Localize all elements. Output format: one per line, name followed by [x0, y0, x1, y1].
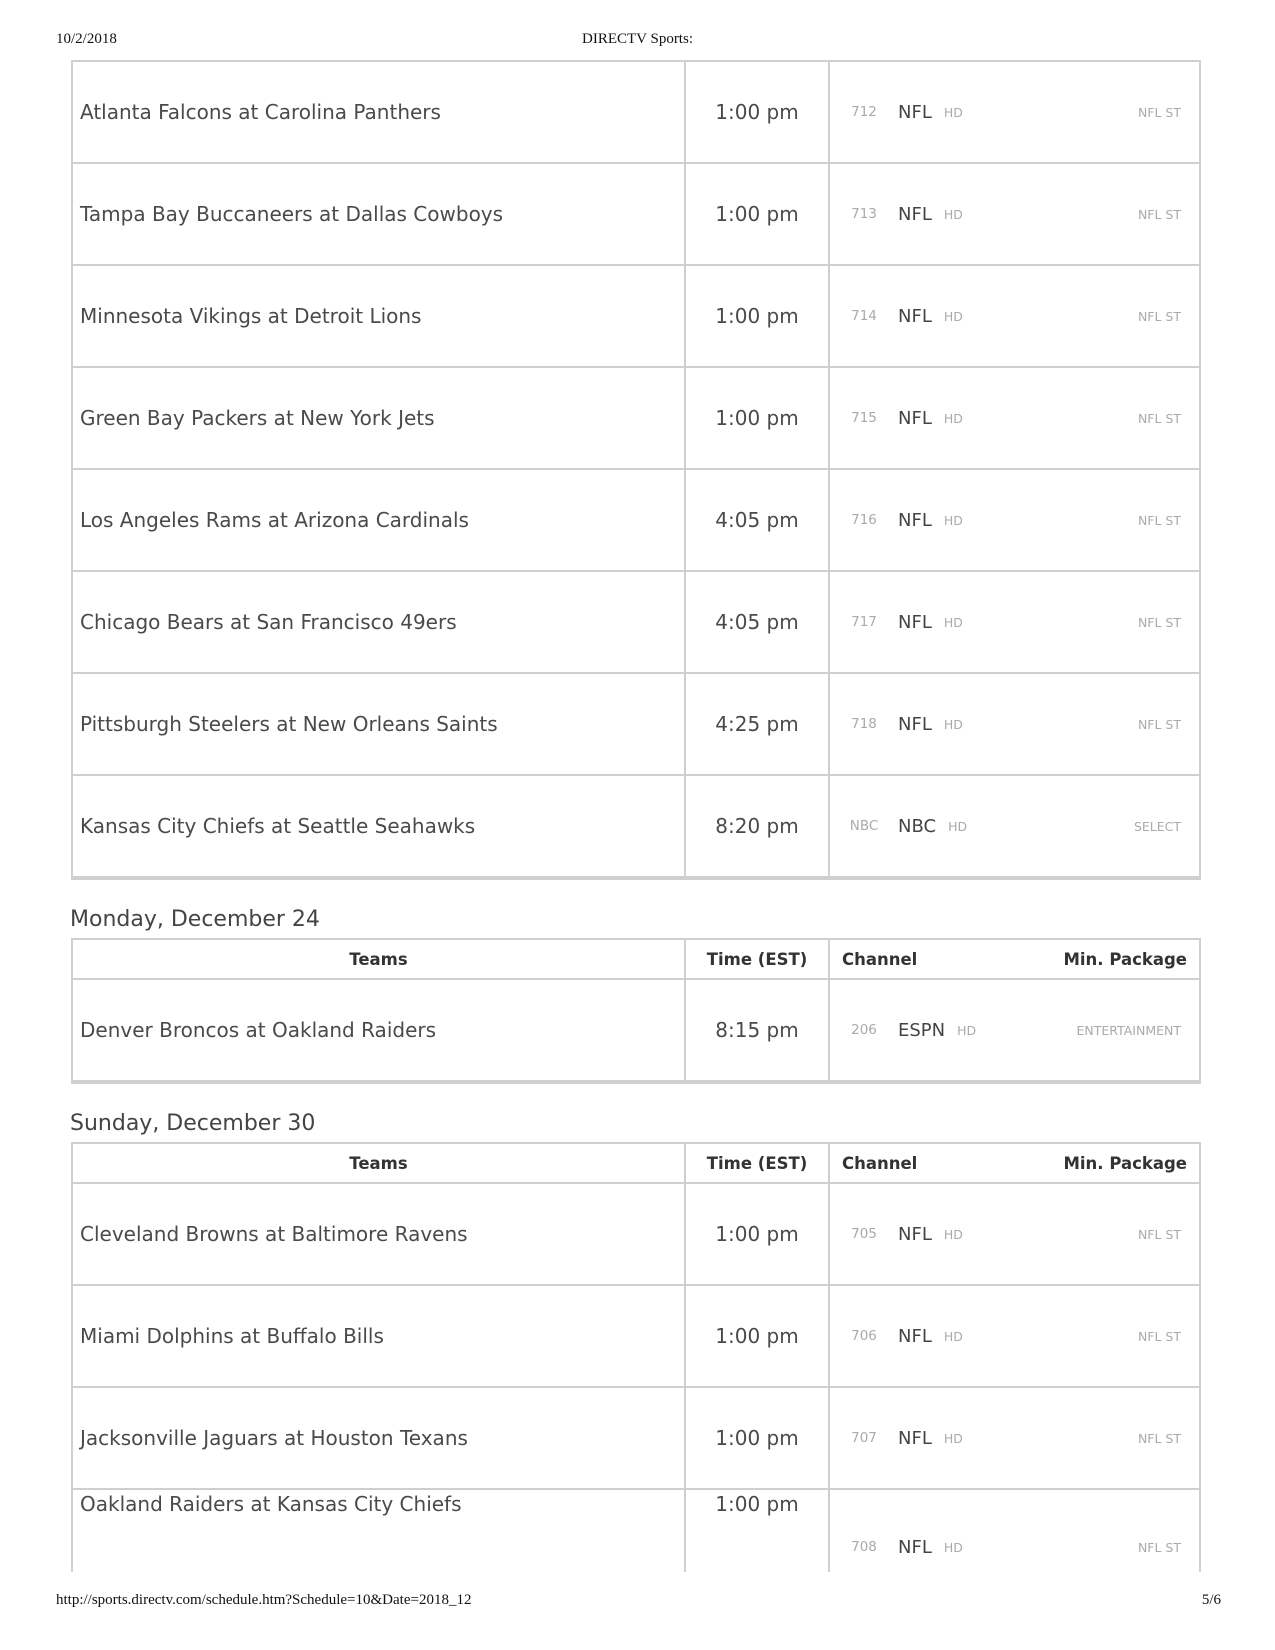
hd-badge: HD	[943, 716, 963, 732]
header-channel: Channel	[842, 1153, 918, 1173]
channel-name: NFL	[898, 713, 932, 735]
cell-teams	[73, 1388, 686, 1488]
schedule-table-dec24	[71, 938, 1201, 1084]
cell-time	[686, 776, 830, 876]
cell-teams	[73, 572, 686, 672]
table-header	[73, 938, 1199, 980]
table-row	[73, 572, 1199, 674]
matchup-link[interactable]: Miami Dolphins at Buffalo Bills	[80, 1324, 384, 1348]
cell-channel	[830, 1490, 1199, 1572]
game-time: 1:00 pm	[715, 1426, 799, 1450]
hd-badge: HD	[943, 1539, 963, 1555]
hd-badge: HD	[943, 1226, 963, 1242]
cell-time	[686, 1184, 830, 1284]
min-package: NFL ST	[1137, 206, 1181, 222]
channel-info[interactable]	[830, 62, 1199, 162]
channel-info[interactable]	[830, 470, 1199, 570]
cell-time	[686, 1286, 830, 1386]
print-page-title: DIRECTV Sports:	[582, 31, 693, 47]
matchup-link[interactable]: Minnesota Vikings at Detroit Lions	[80, 304, 422, 328]
matchup-link[interactable]: Green Bay Packers at New York Jets	[80, 406, 435, 430]
game-time: 1:00 pm	[715, 202, 799, 226]
channel-number: 206	[851, 1022, 877, 1038]
min-package: NFL ST	[1137, 1430, 1181, 1446]
cell-teams	[73, 470, 686, 570]
channel-number: 707	[851, 1430, 877, 1446]
matchup-link[interactable]: Los Angeles Rams at Arizona Cardinals	[80, 508, 469, 532]
min-package: NFL ST	[1137, 410, 1181, 426]
channel-info[interactable]	[830, 572, 1199, 672]
hd-badge: HD	[943, 512, 963, 528]
cell-time	[686, 1490, 830, 1572]
channel-info[interactable]	[830, 980, 1199, 1080]
game-time: 1:00 pm	[715, 406, 799, 430]
table-row	[73, 776, 1199, 878]
cell-channel	[830, 1388, 1199, 1488]
channel-info[interactable]	[830, 266, 1199, 366]
channel-info[interactable]	[830, 368, 1199, 468]
table-row	[73, 1184, 1199, 1286]
min-package: NFL ST	[1137, 512, 1181, 528]
cell-channel	[830, 164, 1199, 264]
channel-name: ESPN	[898, 1019, 946, 1041]
matchup-link[interactable]: Pittsburgh Steelers at New Orleans Saints	[80, 712, 498, 736]
header-channel-package	[830, 1144, 1199, 1182]
channel-info[interactable]	[830, 1286, 1199, 1386]
cell-teams	[73, 266, 686, 366]
channel-info[interactable]	[830, 674, 1199, 774]
table-row	[73, 470, 1199, 572]
channel-number: 713	[851, 206, 877, 222]
channel-number: NBC	[849, 818, 879, 834]
min-package: NFL ST	[1137, 1226, 1181, 1242]
channel-number: 705	[851, 1226, 877, 1242]
cell-teams	[73, 1490, 686, 1572]
cell-teams	[73, 980, 686, 1080]
channel-number: 717	[851, 614, 877, 630]
cell-channel	[830, 980, 1199, 1080]
channel-name: NFL	[898, 203, 932, 225]
min-package: NFL ST	[1137, 1539, 1181, 1555]
cell-time	[686, 572, 830, 672]
matchup-link[interactable]: Cleveland Browns at Baltimore Ravens	[80, 1222, 468, 1246]
day-title-dec24: Monday, December 24	[70, 907, 320, 932]
table-row	[73, 368, 1199, 470]
cell-channel	[830, 266, 1199, 366]
table-row	[73, 980, 1199, 1082]
channel-name: NFL	[898, 1536, 932, 1558]
header-time: Time (EST)	[686, 940, 830, 978]
channel-number: 708	[851, 1539, 877, 1555]
channel-info[interactable]	[830, 164, 1199, 264]
table-row	[73, 164, 1199, 266]
cell-time	[686, 1388, 830, 1488]
matchup-link[interactable]: Oakland Raiders at Kansas City Chiefs	[80, 1492, 462, 1516]
cell-channel	[830, 572, 1199, 672]
cell-channel	[830, 1286, 1199, 1386]
channel-name: NFL	[898, 101, 932, 123]
channel-name: NFL	[898, 407, 932, 429]
print-date: 10/2/2018	[56, 31, 117, 47]
min-package: NFL ST	[1137, 614, 1181, 630]
game-time: 4:05 pm	[715, 508, 799, 532]
channel-number: 716	[851, 512, 877, 528]
min-package: NFL ST	[1137, 716, 1181, 732]
cell-channel	[830, 470, 1199, 570]
hd-badge: HD	[943, 1430, 963, 1446]
table-row	[73, 1286, 1199, 1388]
cell-teams	[73, 164, 686, 264]
min-package: ENTERTAINMENT	[1076, 1022, 1181, 1038]
channel-number: 718	[851, 716, 877, 732]
channel-name: NFL	[898, 611, 932, 633]
schedule-table-dec30	[71, 1142, 1201, 1572]
channel-info[interactable]	[830, 776, 1199, 876]
cell-channel	[830, 674, 1199, 774]
print-url: http://sports.directv.com/schedule.htm?Schedule=10&Date=2018_12	[56, 1592, 472, 1608]
header-channel: Channel	[842, 949, 918, 969]
cell-time	[686, 980, 830, 1080]
game-time: 1:00 pm	[715, 304, 799, 328]
header-teams: Teams	[73, 940, 686, 978]
channel-name: NFL	[898, 1325, 932, 1347]
cell-teams	[73, 674, 686, 774]
channel-name: NFL	[898, 509, 932, 531]
game-time: 8:20 pm	[715, 814, 799, 838]
channel-info[interactable]	[830, 1184, 1199, 1284]
header-teams: Teams	[73, 1144, 686, 1182]
channel-name: NFL	[898, 305, 932, 327]
hd-badge: HD	[943, 1328, 963, 1344]
channel-info[interactable]	[830, 1506, 1199, 1588]
cell-time	[686, 266, 830, 366]
cell-time	[686, 164, 830, 264]
channel-name: NFL	[898, 1223, 932, 1245]
game-time: 8:15 pm	[715, 1018, 799, 1042]
table-row	[73, 674, 1199, 776]
hd-badge: HD	[943, 104, 963, 120]
hd-badge: HD	[957, 1022, 977, 1038]
cell-time	[686, 674, 830, 774]
game-time: 4:05 pm	[715, 610, 799, 634]
header-channel-package	[830, 940, 1199, 978]
min-package: SELECT	[1133, 818, 1181, 834]
cell-channel	[830, 62, 1199, 162]
game-time: 1:00 pm	[715, 1222, 799, 1246]
min-package: NFL ST	[1137, 1328, 1181, 1344]
hd-badge: HD	[943, 308, 963, 324]
channel-number: 715	[851, 410, 877, 426]
matchup-link[interactable]: Kansas City Chiefs at Seattle Seahawks	[80, 814, 476, 838]
cell-time	[686, 368, 830, 468]
cell-teams	[73, 776, 686, 876]
header-time: Time (EST)	[686, 1144, 830, 1182]
channel-number: 714	[851, 308, 877, 324]
cell-time	[686, 470, 830, 570]
hd-badge: HD	[943, 206, 963, 222]
table-row	[73, 266, 1199, 368]
cell-teams	[73, 1286, 686, 1386]
game-time: 1:00 pm	[715, 1492, 799, 1516]
min-package: NFL ST	[1137, 308, 1181, 324]
game-time: 1:00 pm	[715, 1324, 799, 1348]
matchup-link[interactable]: Atlanta Falcons at Carolina Panthers	[80, 100, 441, 124]
channel-name: NFL	[898, 1427, 932, 1449]
channel-info[interactable]	[830, 1388, 1199, 1488]
matchup-link[interactable]: Chicago Bears at San Francisco 49ers	[80, 610, 457, 634]
schedule-table-continued	[71, 60, 1201, 880]
table-row	[73, 1388, 1199, 1490]
hd-badge: HD	[943, 614, 963, 630]
cell-channel	[830, 368, 1199, 468]
table-row	[73, 1490, 1199, 1572]
header-package: Min. Package	[1063, 1153, 1187, 1173]
header-package: Min. Package	[1063, 949, 1187, 969]
min-package: NFL ST	[1137, 104, 1181, 120]
cell-time	[686, 62, 830, 162]
game-time: 4:25 pm	[715, 712, 799, 736]
table-header	[73, 1142, 1199, 1184]
matchup-link[interactable]: Jacksonville Jaguars at Houston Texans	[80, 1426, 468, 1450]
hd-badge: HD	[948, 818, 968, 834]
cell-channel	[830, 776, 1199, 876]
schedule-content	[71, 60, 1201, 1572]
matchup-link[interactable]: Tampa Bay Buccaneers at Dallas Cowboys	[80, 202, 504, 226]
channel-number: 712	[851, 104, 877, 120]
channel-name: NBC	[898, 815, 937, 837]
print-page-number: 5/6	[1201, 1592, 1221, 1608]
channel-number: 706	[851, 1328, 877, 1344]
game-time: 1:00 pm	[715, 100, 799, 124]
table-row	[73, 62, 1199, 164]
day-title-dec30: Sunday, December 30	[70, 1111, 316, 1136]
print-footer	[0, 1592, 1275, 1612]
cell-teams	[73, 1184, 686, 1284]
cell-teams	[73, 62, 686, 162]
cell-channel	[830, 1184, 1199, 1284]
print-header	[0, 31, 1275, 51]
cell-teams	[73, 368, 686, 468]
hd-badge: HD	[943, 410, 963, 426]
matchup-link[interactable]: Denver Broncos at Oakland Raiders	[80, 1018, 437, 1042]
